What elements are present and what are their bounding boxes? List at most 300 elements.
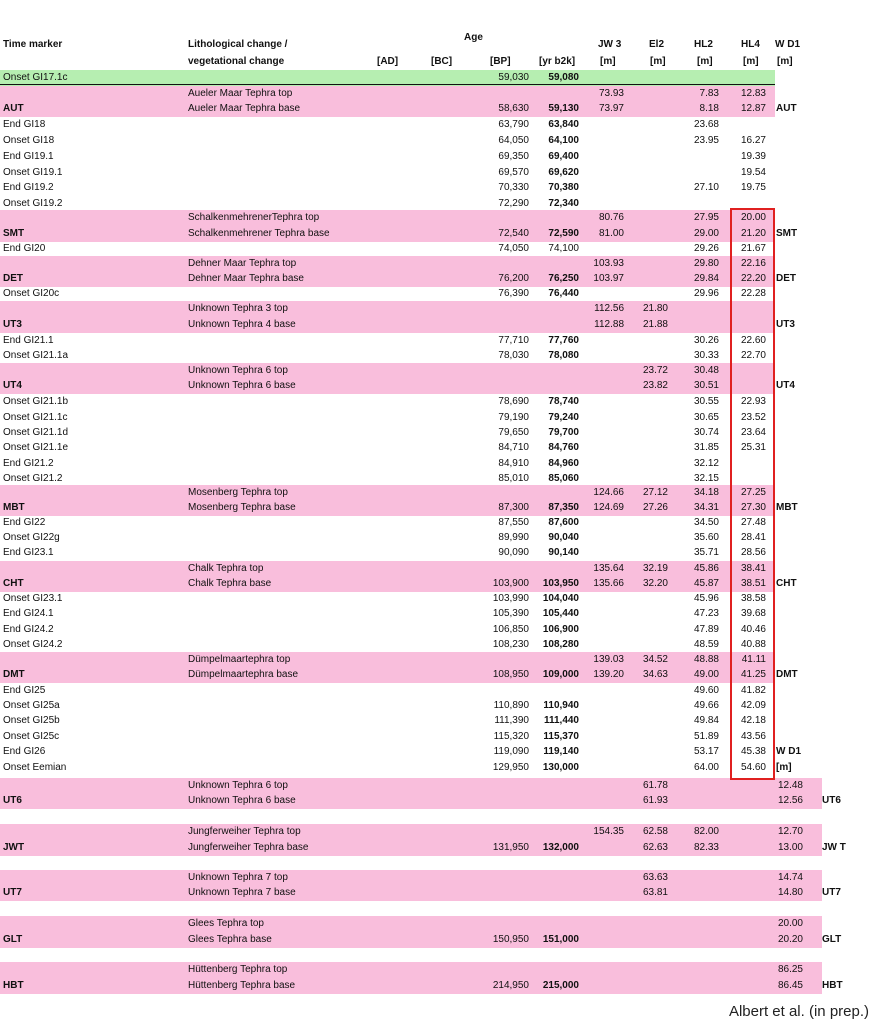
table-row: [0, 363, 775, 379]
table-row: [0, 500, 798, 516]
time-marker-cell: CHT: [3, 578, 24, 589]
jw3-depth-cell: 135.64: [593, 563, 624, 574]
table-row: [0, 333, 775, 349]
hl2-depth-cell: 51.89: [693, 731, 719, 742]
table-row: [0, 86, 775, 102]
table-row: [0, 440, 775, 456]
hl4-depth-cell: 54.60: [740, 762, 766, 773]
lithology-cell: Dümpelmaartephra top: [188, 654, 291, 665]
hl2-depth-cell: 34.18: [693, 487, 719, 498]
age-b2k-cell: 70,380: [548, 182, 579, 193]
age-bp-cell: 74,050: [498, 243, 529, 254]
header-bc: [BC]: [431, 56, 453, 67]
hl4-depth-cell: 27.25: [740, 487, 766, 498]
table-row: [0, 210, 775, 226]
header-unit-hl2: [m]: [697, 56, 713, 67]
lithology-cell: Unknown Tephra 3 top: [188, 303, 288, 314]
table-row: [0, 348, 775, 364]
lithology-cell: Unknown Tephra 6 top: [188, 780, 288, 791]
age-bp-cell: 108,230: [492, 639, 529, 650]
table-row: [0, 530, 775, 546]
table-row: [0, 410, 775, 426]
table-row: [0, 793, 841, 809]
age-b2k-cell: 119,140: [543, 746, 579, 757]
header-el2: El2: [649, 39, 665, 50]
hl4-depth-cell: 28.56: [740, 547, 766, 558]
hl4-depth-cell: 38.58: [740, 593, 766, 604]
age-bp-cell: 108,950: [492, 669, 529, 680]
hl2-depth-cell: 34.50: [693, 517, 719, 528]
jw3-depth-cell: 112.56: [594, 303, 624, 314]
hl2-depth-cell: 49.66: [693, 700, 719, 711]
table-row: [0, 778, 822, 794]
lithology-cell: Unknown Tephra 4 base: [188, 319, 296, 330]
tephra-code-cell: DET: [776, 273, 796, 284]
hl2-depth-cell: 48.59: [693, 639, 719, 650]
age-bp-cell: 105,390: [492, 608, 529, 619]
table-row: [0, 317, 795, 333]
hl4-depth-cell: 21.20: [740, 228, 766, 239]
hl2-depth-cell: 53.17: [693, 746, 719, 757]
tephra-code-cell: MBT: [776, 502, 798, 513]
age-bp-cell: 77,710: [498, 335, 529, 346]
time-marker-cell: End GI25: [3, 685, 46, 696]
age-bp-cell: 63,790: [498, 119, 529, 130]
header-bp: [BP]: [490, 56, 511, 67]
time-marker-cell: End GI20: [3, 243, 46, 254]
age-b2k-cell: 72,340: [548, 198, 579, 209]
hl2-depth-cell: 34.31: [693, 502, 719, 513]
age-bp-cell: 84,910: [498, 458, 529, 469]
time-marker-cell: Onset GI23.1: [3, 593, 63, 604]
el2-depth-cell: 34.52: [642, 654, 668, 665]
lithology-cell: Aueler Maar Tephra base: [188, 103, 301, 114]
time-marker-cell: Onset GI19.2: [3, 198, 63, 209]
time-marker-cell: Onset GI21.1c: [3, 412, 68, 423]
age-b2k-cell: 104,040: [542, 593, 579, 604]
age-b2k-cell: 72,590: [548, 228, 579, 239]
header-unit-hl4: [m]: [743, 56, 759, 67]
hl4-depth-cell: 41.82: [740, 685, 766, 696]
table-row: [0, 133, 775, 149]
time-marker-cell: Onset GI21.1a: [3, 350, 69, 361]
hl2-depth-cell: 30.74: [693, 427, 719, 438]
jw3-depth-cell: 73.97: [598, 103, 624, 114]
age-bp-cell: 150,950: [492, 934, 529, 945]
jw3-depth-cell: 154.35: [593, 826, 624, 837]
age-bp-cell: 131,950: [492, 842, 529, 853]
hl4-depth-cell: 22.70: [740, 350, 766, 361]
el2-depth-cell: 32.20: [642, 578, 668, 589]
age-b2k-cell: 90,140: [548, 547, 579, 558]
age-b2k-cell: 115,370: [543, 731, 579, 742]
lithology-cell: Aueler Maar Tephra top: [188, 88, 293, 99]
el2-depth-cell: 62.63: [642, 842, 668, 853]
age-bp-cell: 110,890: [493, 700, 529, 711]
age-bp-cell: 79,190: [498, 412, 529, 423]
age-bp-cell: 76,390: [498, 288, 529, 299]
age-bp-cell: 72,290: [498, 198, 529, 209]
time-marker-cell: Onset GI18: [3, 135, 55, 146]
jw3-depth-cell: 112.88: [594, 319, 624, 330]
table-row: [0, 149, 775, 165]
lithology-cell: Jungferweiher Tephra base: [188, 842, 309, 853]
time-marker-cell: Onset GI25c: [3, 731, 60, 742]
table-row: [0, 256, 775, 272]
header-hl4: HL4: [741, 39, 760, 50]
table-row: [0, 485, 775, 501]
lithology-cell: Unknown Tephra 7 base: [188, 887, 296, 898]
hl4-highlight-box: [730, 208, 775, 780]
time-marker-cell: JWT: [3, 842, 25, 853]
age-b2k-cell: 79,240: [548, 412, 579, 423]
hl2-depth-cell: 49.00: [693, 669, 719, 680]
el2-depth-cell: 32.19: [642, 563, 668, 574]
age-b2k-cell: 108,280: [542, 639, 579, 650]
hl2-depth-cell: 8.18: [699, 103, 719, 114]
table-row: [0, 180, 775, 196]
table-row: [0, 824, 822, 840]
table-row: [0, 301, 775, 317]
tephra-code-cell: DMT: [776, 669, 798, 680]
age-b2k-cell: 69,620: [548, 167, 579, 178]
age-b2k-cell: 85,060: [548, 473, 579, 484]
table-row: [0, 713, 775, 729]
lithology-cell: Glees Tephra top: [188, 918, 264, 929]
age-bp-cell: 69,350: [498, 151, 529, 162]
age-b2k-cell: 111,440: [543, 715, 579, 726]
age-b2k-cell: 151,000: [542, 934, 579, 945]
time-marker-cell: UT3: [3, 319, 22, 330]
wd1-depth-cell: 13.00: [777, 842, 803, 853]
table-row: [0, 622, 775, 638]
el2-depth-cell: 21.80: [642, 303, 668, 314]
wd1-depth-cell: 14.80: [777, 887, 803, 898]
hl2-depth-cell: 82.00: [693, 826, 719, 837]
hl2-depth-cell: 30.33: [693, 350, 719, 361]
age-bp-cell: 87,300: [498, 502, 529, 513]
hl4-depth-cell: 38.51: [740, 578, 766, 589]
time-marker-cell: Onset GI25b: [3, 715, 60, 726]
time-marker-cell: End GI21.1: [3, 335, 54, 346]
age-bp-cell: 89,990: [498, 532, 529, 543]
el2-depth-cell: 27.26: [642, 502, 668, 513]
hl2-depth-cell: 47.23: [693, 608, 719, 619]
hl4-depth-cell: 19.54: [740, 167, 766, 178]
age-bp-cell: 69,570: [498, 167, 529, 178]
table-row: [0, 667, 798, 683]
hl4-depth-cell: 38.41: [740, 563, 766, 574]
hl2-depth-cell: 48.88: [693, 654, 719, 665]
header-litho-line1: Lithological change /: [188, 39, 288, 50]
age-b2k-cell: 215,000: [542, 980, 579, 991]
age-bp-cell: 70,330: [498, 182, 529, 193]
age-b2k-cell: 78,740: [548, 396, 579, 407]
hl4-depth-cell: 21.67: [740, 243, 766, 254]
hl2-depth-cell: 32.15: [693, 473, 719, 484]
el2-depth-cell: 63.63: [642, 872, 668, 883]
age-b2k-cell: 76,250: [548, 273, 579, 284]
table-row: [0, 117, 775, 133]
hl2-depth-cell: 29.26: [693, 243, 719, 254]
tephra-code-cell: W D1: [776, 746, 801, 757]
age-bp-cell: 111,390: [494, 715, 529, 726]
wd1-depth-cell: 86.25: [777, 964, 803, 975]
time-marker-cell: End GI23.1: [3, 547, 54, 558]
age-b2k-cell: 69,400: [548, 151, 579, 162]
table-row: [0, 561, 775, 577]
table-row: [0, 760, 792, 776]
hl2-depth-cell: 30.51: [693, 380, 719, 391]
lithology-cell: Hüttenberg Tephra base: [188, 980, 296, 991]
hl4-depth-cell: 19.75: [740, 182, 766, 193]
hl2-depth-cell: 27.95: [693, 212, 719, 223]
table-row: [0, 576, 797, 592]
tephra-code-cell: GLT: [822, 934, 842, 945]
lithology-cell: Unknown Tephra 6 top: [188, 365, 288, 376]
time-marker-cell: Onset Eemian: [3, 762, 67, 773]
lithology-cell: Dehner Maar Tephra top: [188, 258, 297, 269]
age-b2k-cell: 59,080: [548, 72, 579, 83]
table-row: [0, 932, 842, 948]
time-marker-cell: Onset GI20c: [3, 288, 60, 299]
table-row: [0, 271, 796, 287]
jw3-depth-cell: 135.66: [593, 578, 624, 589]
jw3-depth-cell: 73.93: [598, 88, 624, 99]
el2-depth-cell: 61.78: [642, 780, 668, 791]
table-row: [0, 226, 798, 242]
hl4-depth-cell: 12.87: [740, 103, 766, 114]
el2-depth-cell: 23.82: [642, 380, 668, 391]
header-unit-wd1: [m]: [777, 56, 793, 67]
hl2-depth-cell: 30.55: [693, 396, 719, 407]
lithology-cell: Mosenberg Tephra top: [188, 487, 288, 498]
age-b2k-cell: 103,950: [542, 578, 579, 589]
wd1-depth-cell: 14.74: [777, 872, 803, 883]
hl4-depth-cell: 45.38: [740, 746, 766, 757]
time-marker-cell: Onset GI21.1d: [3, 427, 69, 438]
hl2-depth-cell: 45.86: [693, 563, 719, 574]
wd1-depth-cell: 12.48: [777, 780, 803, 791]
age-b2k-cell: 132,000: [542, 842, 579, 853]
lithology-cell: Unknown Tephra 6 base: [188, 795, 296, 806]
table-row: [0, 962, 822, 978]
time-marker-cell: DET: [3, 273, 23, 284]
age-bp-cell: 84,710: [498, 442, 529, 453]
jw3-depth-cell: 81.00: [598, 228, 624, 239]
time-marker-cell: MBT: [3, 502, 25, 513]
hl2-depth-cell: 82.33: [693, 842, 719, 853]
time-marker-cell: End GI19.1: [3, 151, 54, 162]
age-bp-cell: 90,090: [498, 547, 529, 558]
hl2-depth-cell: 23.68: [693, 119, 719, 130]
table-row: [0, 978, 843, 994]
table-row: [0, 515, 775, 531]
table-row: [0, 729, 775, 745]
age-b2k-cell: 109,000: [542, 669, 579, 680]
jw3-depth-cell: 124.66: [593, 487, 624, 498]
lithology-cell: Unknown Tephra 6 base: [188, 380, 296, 391]
hl2-depth-cell: 49.60: [693, 685, 719, 696]
tephra-code-cell: UT4: [776, 380, 795, 391]
age-b2k-cell: 79,700: [548, 427, 579, 438]
header-unit-jw3: [m]: [600, 56, 616, 67]
tephra-code-cell: AUT: [776, 103, 797, 114]
time-marker-cell: HBT: [3, 980, 24, 991]
age-bp-cell: 87,550: [498, 517, 529, 528]
hl2-depth-cell: 29.84: [693, 273, 719, 284]
hl2-depth-cell: 30.65: [693, 412, 719, 423]
time-marker-cell: Onset GI22g: [3, 532, 60, 543]
hl4-depth-cell: 28.41: [740, 532, 766, 543]
el2-depth-cell: 63.81: [642, 887, 668, 898]
time-marker-cell: End GI18: [3, 119, 46, 130]
time-marker-cell: End GI24.1: [3, 608, 54, 619]
el2-depth-cell: 62.58: [642, 826, 668, 837]
table-row: [0, 637, 775, 653]
age-bp-cell: 119,090: [493, 746, 529, 757]
el2-depth-cell: 61.93: [642, 795, 668, 806]
header-litho-line2: vegetational change: [188, 56, 285, 67]
age-b2k-cell: 105,440: [542, 608, 579, 619]
time-marker-cell: UT4: [3, 380, 22, 391]
wd1-depth-cell: 20.00: [777, 918, 803, 929]
hl4-depth-cell: 41.25: [740, 669, 766, 680]
tephra-code-cell: UT7: [822, 887, 841, 898]
age-bp-cell: 64,050: [498, 135, 529, 146]
age-b2k-cell: 77,760: [548, 335, 579, 346]
tephra-code-cell: UT3: [776, 319, 795, 330]
time-marker-cell: Onset GI21.1e: [3, 442, 69, 453]
time-marker-cell: AUT: [3, 103, 24, 114]
el2-depth-cell: 34.63: [642, 669, 668, 680]
table-row: [0, 652, 775, 668]
lithology-cell: Dümpelmaartephra base: [188, 669, 299, 680]
header-unit-el2: [m]: [650, 56, 666, 67]
age-bp-cell: 214,950: [492, 980, 529, 991]
table-row: [0, 545, 775, 561]
hl4-depth-cell: 27.48: [740, 517, 766, 528]
jw3-depth-cell: 103.97: [593, 273, 624, 284]
hl2-depth-cell: 30.48: [693, 365, 719, 376]
hl2-depth-cell: 45.87: [693, 578, 719, 589]
age-b2k-cell: 64,100: [548, 135, 579, 146]
hl4-depth-cell: 22.28: [740, 288, 766, 299]
hl4-depth-cell: 16.27: [740, 135, 766, 146]
hl2-depth-cell: 32.12: [693, 458, 719, 469]
age-bp-cell: 72,540: [498, 228, 529, 239]
age-bp-cell: 115,320: [493, 731, 529, 742]
hl4-depth-cell: 20.00: [740, 212, 766, 223]
hl2-depth-cell: 35.60: [693, 532, 719, 543]
table-row: [0, 456, 775, 472]
time-marker-cell: End GI19.2: [3, 182, 54, 193]
credit-text: Albert et al. (in prep.): [728, 1003, 869, 1020]
time-marker-cell: Onset GI21.2: [3, 473, 63, 484]
age-b2k-cell: 130,000: [542, 762, 579, 773]
lithology-cell: Mosenberg Tephra base: [188, 502, 296, 513]
time-marker-cell: SMT: [3, 228, 25, 239]
jw3-depth-cell: 124.69: [593, 502, 624, 513]
hl2-depth-cell: 27.10: [693, 182, 719, 193]
time-marker-cell: Onset GI25a: [3, 700, 60, 711]
hl4-depth-cell: 39.68: [740, 608, 766, 619]
tephra-code-cell: [m]: [776, 762, 792, 773]
age-b2k-cell: 87,350: [548, 502, 579, 513]
hl2-depth-cell: 7.83: [699, 88, 719, 99]
hl4-depth-cell: 22.93: [740, 396, 766, 407]
tephra-code-cell: UT6: [822, 795, 841, 806]
wd1-depth-cell: 20.20: [777, 934, 803, 945]
age-b2k-cell: 59,130: [548, 103, 579, 114]
age-bp-cell: 79,650: [498, 427, 529, 438]
time-marker-cell: Onset GI17.1c: [3, 72, 68, 83]
age-b2k-cell: 78,080: [548, 350, 579, 361]
wd1-depth-cell: 86.45: [777, 980, 803, 991]
header-wd1: W D1: [775, 39, 800, 50]
table-row: [0, 744, 801, 760]
age-bp-cell: 58,630: [498, 103, 529, 114]
table-row: [0, 241, 775, 257]
tephra-code-cell: HBT: [822, 980, 843, 991]
time-marker-cell: GLT: [3, 934, 23, 945]
age-b2k-cell: 84,960: [548, 458, 579, 469]
hl4-depth-cell: 42.18: [740, 715, 766, 726]
age-b2k-cell: 87,600: [548, 517, 579, 528]
table-row: [0, 916, 822, 932]
hl2-depth-cell: 29.00: [693, 228, 719, 239]
table-row: [0, 378, 795, 394]
table-row: [0, 885, 841, 901]
lithology-cell: SchalkenmehrenerTephra top: [188, 212, 320, 223]
table-row: [0, 840, 846, 856]
el2-depth-cell: 23.72: [642, 365, 668, 376]
hl4-depth-cell: 23.52: [740, 412, 766, 423]
time-marker-cell: DMT: [3, 669, 25, 680]
age-bp-cell: 103,900: [492, 578, 529, 589]
hl4-depth-cell: 40.46: [740, 624, 766, 635]
table-row: [0, 425, 775, 441]
age-bp-cell: 78,030: [498, 350, 529, 361]
time-marker-cell: Onset GI21.1b: [3, 396, 69, 407]
hl2-depth-cell: 64.00: [693, 762, 719, 773]
age-bp-cell: 129,950: [492, 762, 529, 773]
hl4-depth-cell: 42.09: [740, 700, 766, 711]
header-time-marker: Time marker: [3, 39, 63, 50]
table-row: [0, 101, 797, 117]
table-row: [0, 394, 775, 410]
age-b2k-cell: 63,840: [548, 119, 579, 130]
table-row: [0, 606, 775, 622]
time-marker-cell: End GI24.2: [3, 624, 54, 635]
time-marker-cell: Onset GI24.2: [3, 639, 63, 650]
table-row: [0, 870, 822, 886]
lithology-cell: Chalk Tephra base: [188, 578, 272, 589]
jw3-depth-cell: 139.20: [593, 669, 624, 680]
age-bp-cell: 103,990: [492, 593, 529, 604]
jw3-depth-cell: 80.76: [598, 212, 624, 223]
age-b2k-cell: 90,040: [548, 532, 579, 543]
age-b2k-cell: 74,100: [548, 243, 579, 254]
hl4-depth-cell: 43.56: [740, 731, 766, 742]
hl4-depth-cell: 22.20: [740, 273, 766, 284]
age-bp-cell: 78,690: [498, 396, 529, 407]
lithology-cell: Hüttenberg Tephra top: [188, 964, 288, 975]
wd1-depth-cell: 12.70: [777, 826, 803, 837]
time-marker-cell: End GI26: [3, 746, 46, 757]
hl2-depth-cell: 35.71: [693, 547, 719, 558]
hl2-depth-cell: 47.89: [693, 624, 719, 635]
